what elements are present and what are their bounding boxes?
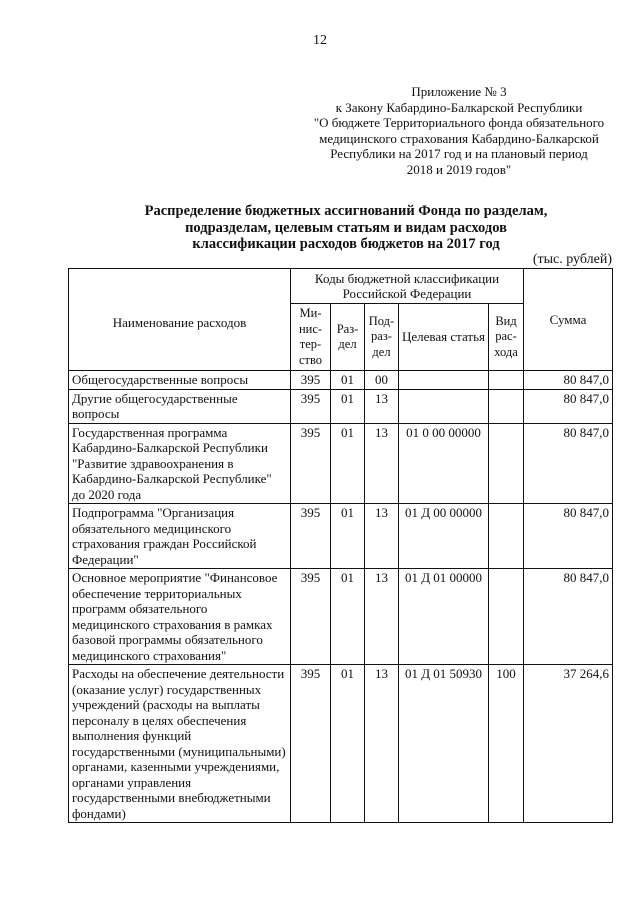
row-sum: 37 264,6 [524, 665, 613, 823]
title-line: Распределение бюджетных ассигнований Фонда по разделам, [144, 203, 548, 219]
row-target: 01 0 00 00000 [399, 423, 489, 504]
row-name: Основное мероприятие "Финансовое обеспечение территориальных программ обязательного медицинского страхования в рамках базовой программы обязательного медицинского страхования" [69, 569, 291, 665]
document-title [96, 203, 596, 253]
row-sum: 80 847,0 [524, 504, 613, 569]
row-section: 01 [331, 569, 365, 665]
row-name: Подпрограмма "Организация обязательного медицинского страхования граждан Российской Федерации" [69, 504, 291, 569]
appendix-reference [294, 84, 624, 177]
row-subsection: 13 [365, 389, 399, 423]
header-row [69, 269, 613, 304]
row-name: Государственная программа Кабардино-Балкарской Республики "Развитие здравоохранения в Кабардино-Балкарской Республике" до 2020 года [69, 423, 291, 504]
header-codes-group: Коды бюджетной классификации Российской Федерации [291, 269, 524, 304]
row-target [399, 371, 489, 390]
row-name: Другие общегосударственные вопросы [69, 389, 291, 423]
table-row [69, 569, 613, 665]
header-target: Целевая статья [399, 304, 489, 371]
units-label: (тыс. рублей) [532, 252, 612, 267]
appendix-line: 2018 и 2019 годов" [406, 161, 512, 177]
row-sum: 80 847,0 [524, 423, 613, 504]
row-sum: 80 847,0 [524, 569, 613, 665]
row-section: 01 [331, 423, 365, 504]
row-kind [489, 423, 524, 504]
budget-table [68, 268, 613, 823]
row-ministry: 395 [291, 389, 331, 423]
row-ministry: 395 [291, 423, 331, 504]
title-line: подразделам, целевым статьям и видам расходов [185, 219, 507, 236]
row-target: 01 Д 01 50930 [399, 665, 489, 823]
table-row [69, 504, 613, 569]
row-section: 01 [331, 504, 365, 569]
row-sum: 80 847,0 [524, 371, 613, 390]
row-sum: 80 847,0 [524, 389, 613, 423]
page-number: 12 [313, 33, 327, 48]
row-kind [489, 389, 524, 423]
title-line: классификации расходов бюджетов на 2017 год [192, 236, 500, 252]
row-subsection: 13 [365, 423, 399, 504]
row-subsection: 00 [365, 371, 399, 390]
row-name: Расходы на обеспечение деятельности (оказание услуг) государственных учреждений (расходы на выплаты персоналу в целях обеспечения выполнения функций государственными (муниципальными) органами, казенными учреждениями, органами управления государственными внебюджетными фондами) [69, 665, 291, 823]
row-section: 01 [331, 665, 365, 823]
row-ministry: 395 [291, 504, 331, 569]
row-subsection: 13 [365, 665, 399, 823]
row-ministry: 395 [291, 569, 331, 665]
header-kind: Вид рас-хода [489, 304, 524, 371]
table-row [69, 389, 613, 423]
row-name: Общегосударственные вопросы [69, 371, 291, 390]
appendix-line: Приложение № 3 [411, 84, 507, 99]
row-section: 01 [331, 371, 365, 390]
row-subsection: 13 [365, 504, 399, 569]
row-ministry: 395 [291, 665, 331, 823]
row-subsection: 13 [365, 569, 399, 665]
row-kind [489, 569, 524, 665]
row-section: 01 [331, 389, 365, 423]
row-target: 01 Д 01 00000 [399, 569, 489, 665]
table-row [69, 665, 613, 823]
row-kind: 100 [489, 665, 524, 823]
header-ministry: Ми-нис-тер-ство [291, 304, 331, 371]
appendix-line: "О бюджете Территориального фонда обязательного [313, 115, 605, 130]
table-row [69, 371, 613, 390]
row-target: 01 Д 00 00000 [399, 504, 489, 569]
row-target [399, 389, 489, 423]
header-subsection: Под-раз-дел [365, 304, 399, 371]
row-kind [489, 504, 524, 569]
row-ministry: 395 [291, 371, 331, 390]
header-section: Раз-дел [331, 304, 365, 371]
header-sum: Сумма [524, 269, 613, 371]
table-row [69, 423, 613, 504]
header-name: Наименование расходов [69, 269, 291, 371]
appendix-line: к Закону Кабардино-Балкарской Республики [335, 99, 583, 115]
appendix-line: Республики на 2017 год и на плановый период [330, 146, 588, 161]
appendix-line: медицинского страхования Кабардино-Балкарской [319, 130, 599, 146]
row-kind [489, 371, 524, 390]
